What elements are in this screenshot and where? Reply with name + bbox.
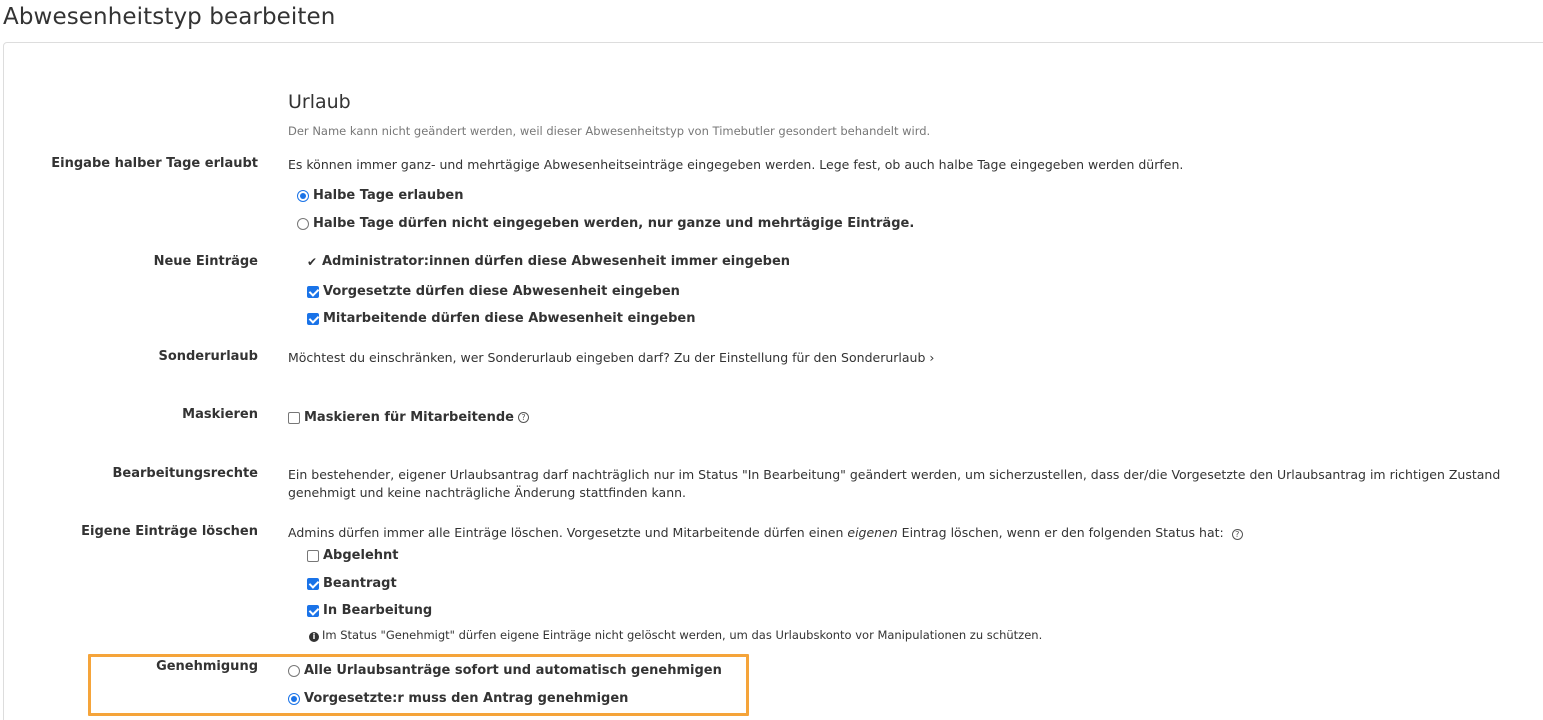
admin-entry-fixed (307, 254, 790, 269)
info-text: Im Status "Genehmigt" dürfen eigene Einträge nicht gelöscht werden, um das Urlaubskonto vor Manipulationen zu schützen. (322, 628, 1043, 642)
delete-in-progress-checkbox[interactable] (307, 603, 432, 618)
help-icon[interactable]: ? (518, 412, 529, 423)
special-leave-settings-link[interactable]: Zu der Einstellung für den Sonderurlaub › (673, 350, 935, 365)
delete-own-label: Eigene Einträge löschen (81, 524, 258, 539)
edit-rights-line-1: Ein bestehender, eigener Urlaubsantrag darf nachträglich nur im Status "In Bearbeitung" geändert werden, um sicherzustellen, dass der/die Vorgesetzte den Urlaubsantrag im richtigen Zustand (288, 467, 1501, 482)
checkbox[interactable] (307, 605, 319, 617)
mask-label: Maskieren (182, 407, 258, 422)
delete-own-description (288, 525, 1243, 540)
radio-button[interactable] (297, 190, 309, 202)
checkbox-label: Beantragt (323, 576, 397, 591)
delete-own-text-emph: eigenen (847, 525, 898, 540)
delete-own-info (309, 628, 1042, 642)
name-hint: Der Name kann nicht geändert werden, weil dieser Abwesenheitstyp von Timebutler gesondert behandelt wird. (288, 124, 931, 138)
approval-auto-radio[interactable] (288, 663, 722, 678)
page-title: Abwesenheitstyp bearbeiten (3, 4, 336, 30)
edit-rights-label: Bearbeitungsrechte (112, 466, 258, 481)
special-leave-question: Möchtest du einschränken, wer Sonderurlaub eingeben darf? (288, 350, 670, 365)
checkbox-label: Abgelehnt (323, 548, 399, 563)
mask-checkbox[interactable] (288, 410, 529, 425)
radio-label: Alle Urlaubsanträge sofort und automatisch genehmigen (304, 663, 722, 678)
radio-button[interactable] (288, 665, 300, 677)
checkbox[interactable] (307, 313, 319, 325)
special-leave-text (288, 350, 934, 365)
absence-type-name: Urlaub (288, 91, 351, 113)
special-leave-label: Sonderurlaub (158, 349, 258, 364)
radio-button[interactable] (288, 693, 300, 705)
radio-label: Halbe Tage erlauben (313, 188, 464, 203)
settings-panel (3, 42, 1543, 720)
delete-requested-checkbox[interactable] (307, 576, 397, 591)
checkmark-icon: ✔ (307, 254, 318, 269)
delete-rejected-checkbox[interactable] (307, 548, 399, 563)
new-entries-label: Neue Einträge (153, 254, 258, 269)
checkbox[interactable] (307, 550, 319, 562)
help-icon[interactable]: ? (1232, 529, 1243, 540)
info-icon: i (309, 632, 319, 642)
half-days-label: Eingabe halber Tage erlaubt (51, 156, 258, 171)
edit-rights-line-2: genehmigt und keine nachträgliche Änderung stattfinden kann. (288, 485, 687, 500)
half-days-description: Es können immer ganz- und mehrtägige Abwesenheitseinträge eingegeben werden. Lege fest, ob auch halbe Tage eingegeben werden dürfen. (288, 157, 1184, 172)
checkbox[interactable] (307, 286, 319, 298)
delete-own-text-before: Admins dürfen immer alle Einträge löschen. Vorgesetzte und Mitarbeitende dürfen einen (288, 525, 848, 540)
checkbox-label: Mitarbeitende dürfen diese Abwesenheit eingeben (323, 311, 696, 326)
checkbox-label: In Bearbeitung (323, 603, 433, 618)
checkbox-label: Vorgesetzte dürfen diese Abwesenheit eingeben (323, 284, 680, 299)
checkbox-label: Maskieren für Mitarbeitende (304, 410, 514, 425)
checkbox[interactable] (307, 578, 319, 590)
half-days-disallow-radio[interactable] (297, 216, 914, 231)
admin-entry-label: Administrator:innen dürfen diese Abwesenheit immer eingeben (322, 254, 791, 269)
half-days-allow-radio[interactable] (297, 188, 463, 203)
employees-entry-checkbox[interactable] (307, 311, 696, 326)
radio-label: Vorgesetzte:r muss den Antrag genehmigen (304, 691, 629, 706)
approval-label: Genehmigung (156, 659, 258, 674)
radio-label: Halbe Tage dürfen nicht eingegeben werden, nur ganze und mehrtägige Einträge. (313, 216, 915, 231)
radio-button[interactable] (297, 218, 309, 230)
supervisors-entry-checkbox[interactable] (307, 284, 680, 299)
delete-own-text-after: Eintrag löschen, wenn er den folgenden Status hat: (897, 525, 1224, 540)
checkbox[interactable] (288, 412, 300, 424)
approval-supervisor-radio[interactable] (288, 691, 628, 706)
